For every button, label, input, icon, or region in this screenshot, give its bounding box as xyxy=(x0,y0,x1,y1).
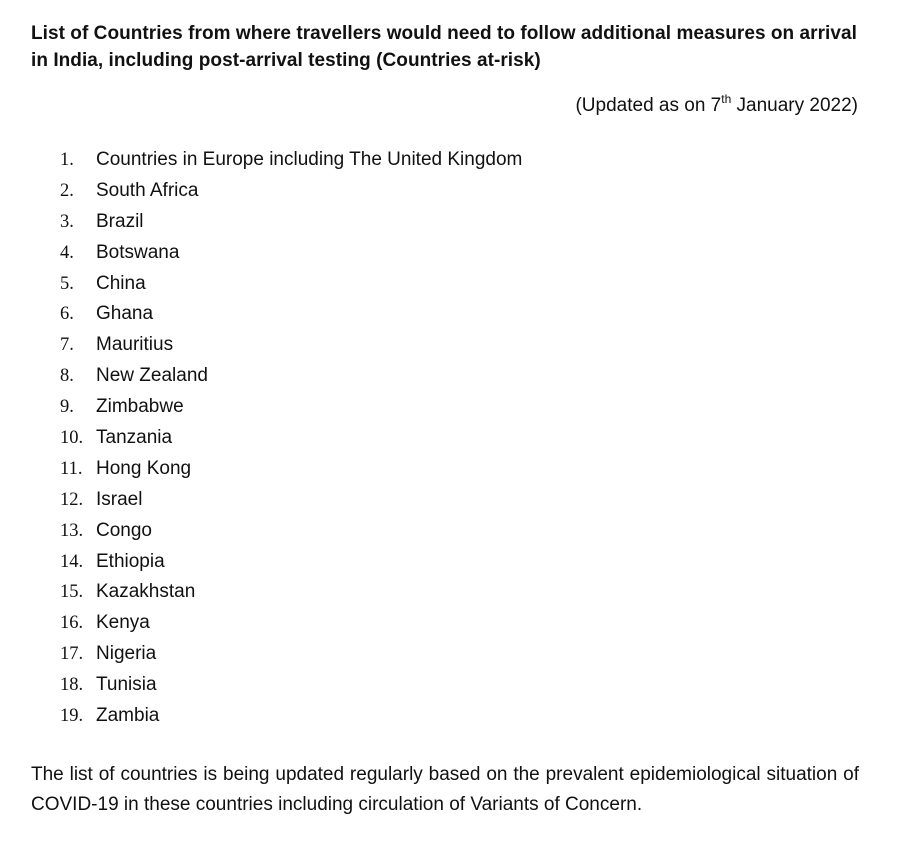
list-item xyxy=(60,547,522,578)
list-item-number: 16. xyxy=(60,613,84,634)
list-item-number: 17. xyxy=(60,644,84,665)
list-item xyxy=(60,176,522,207)
list-item xyxy=(60,639,522,670)
updated-suffix: January 2022) xyxy=(731,95,858,116)
list-item-country: Ghana xyxy=(96,303,154,325)
document-title: List of Countries from where travellers would need to follow additional measures on arrival in India, including post-arrival testing (Countries at-risk) xyxy=(31,23,857,71)
updated-prefix: (Updated as on 7 xyxy=(575,95,722,116)
list-item-number: 3. xyxy=(60,211,74,232)
list-item-number: 13. xyxy=(60,520,84,541)
list-item-number: 10. xyxy=(60,428,84,449)
list-item-number: 8. xyxy=(60,366,74,387)
list-item-country: Brazil xyxy=(96,210,144,232)
list-item xyxy=(60,207,522,238)
list-item-number: 15. xyxy=(60,582,84,603)
country-list xyxy=(60,145,522,732)
list-item xyxy=(60,608,522,639)
list-item-number: 1. xyxy=(60,150,74,170)
list-item-country: Hong Kong xyxy=(96,457,192,479)
list-item-country: Israel xyxy=(96,488,143,510)
list-item-number: 11. xyxy=(60,458,83,479)
list-item-number: 7. xyxy=(60,335,74,356)
list-item-country: Zambia xyxy=(96,705,160,727)
list-item-number: 19. xyxy=(60,706,84,727)
list-item-number: 4. xyxy=(60,242,74,263)
list-item-number: 18. xyxy=(60,675,84,696)
list-item xyxy=(60,238,522,269)
list-item xyxy=(60,145,522,176)
list-item xyxy=(60,577,522,608)
list-item xyxy=(60,299,522,330)
list-item xyxy=(60,269,522,300)
list-item xyxy=(60,392,522,423)
list-item xyxy=(60,701,522,732)
updated-date xyxy=(575,93,858,119)
list-item-country: Ethiopia xyxy=(96,550,165,572)
list-item-country: Mauritius xyxy=(96,334,174,356)
list-item-number: 9. xyxy=(60,397,74,418)
list-item-number: 14. xyxy=(60,551,84,572)
list-item-number: 5. xyxy=(60,273,74,294)
list-item-country: Zimbabwe xyxy=(96,396,184,418)
list-item-country: China xyxy=(96,272,146,294)
list-item xyxy=(60,361,522,392)
list-item-country: Botswana xyxy=(96,241,180,263)
list-item-country: Countries in Europe including The United Kingdom xyxy=(96,149,523,170)
list-item-number: 12. xyxy=(60,489,84,510)
list-item-country: New Zealand xyxy=(96,365,208,387)
list-item-number: 2. xyxy=(60,180,74,201)
list-item-country: Nigeria xyxy=(96,643,157,665)
list-item-country: Kenya xyxy=(96,612,150,634)
footer-note: The list of countries is being updated regularly based on the prevalent epidemiological situation of COVID-19 in these countries including circulation of Variants of Concern. xyxy=(31,764,859,815)
list-item-country: Tanzania xyxy=(96,427,173,449)
list-item xyxy=(60,423,522,454)
list-item-country: South Africa xyxy=(96,179,199,201)
list-item xyxy=(60,485,522,516)
list-item xyxy=(60,670,522,701)
list-item-number: 6. xyxy=(60,304,74,325)
list-item-country: Tunisia xyxy=(96,674,157,696)
list-item-country: Congo xyxy=(96,519,152,541)
list-item xyxy=(60,330,522,361)
list-item xyxy=(60,516,522,547)
list-item xyxy=(60,454,522,485)
updated-superscript: th xyxy=(721,91,732,106)
list-item-country: Kazakhstan xyxy=(96,581,196,603)
